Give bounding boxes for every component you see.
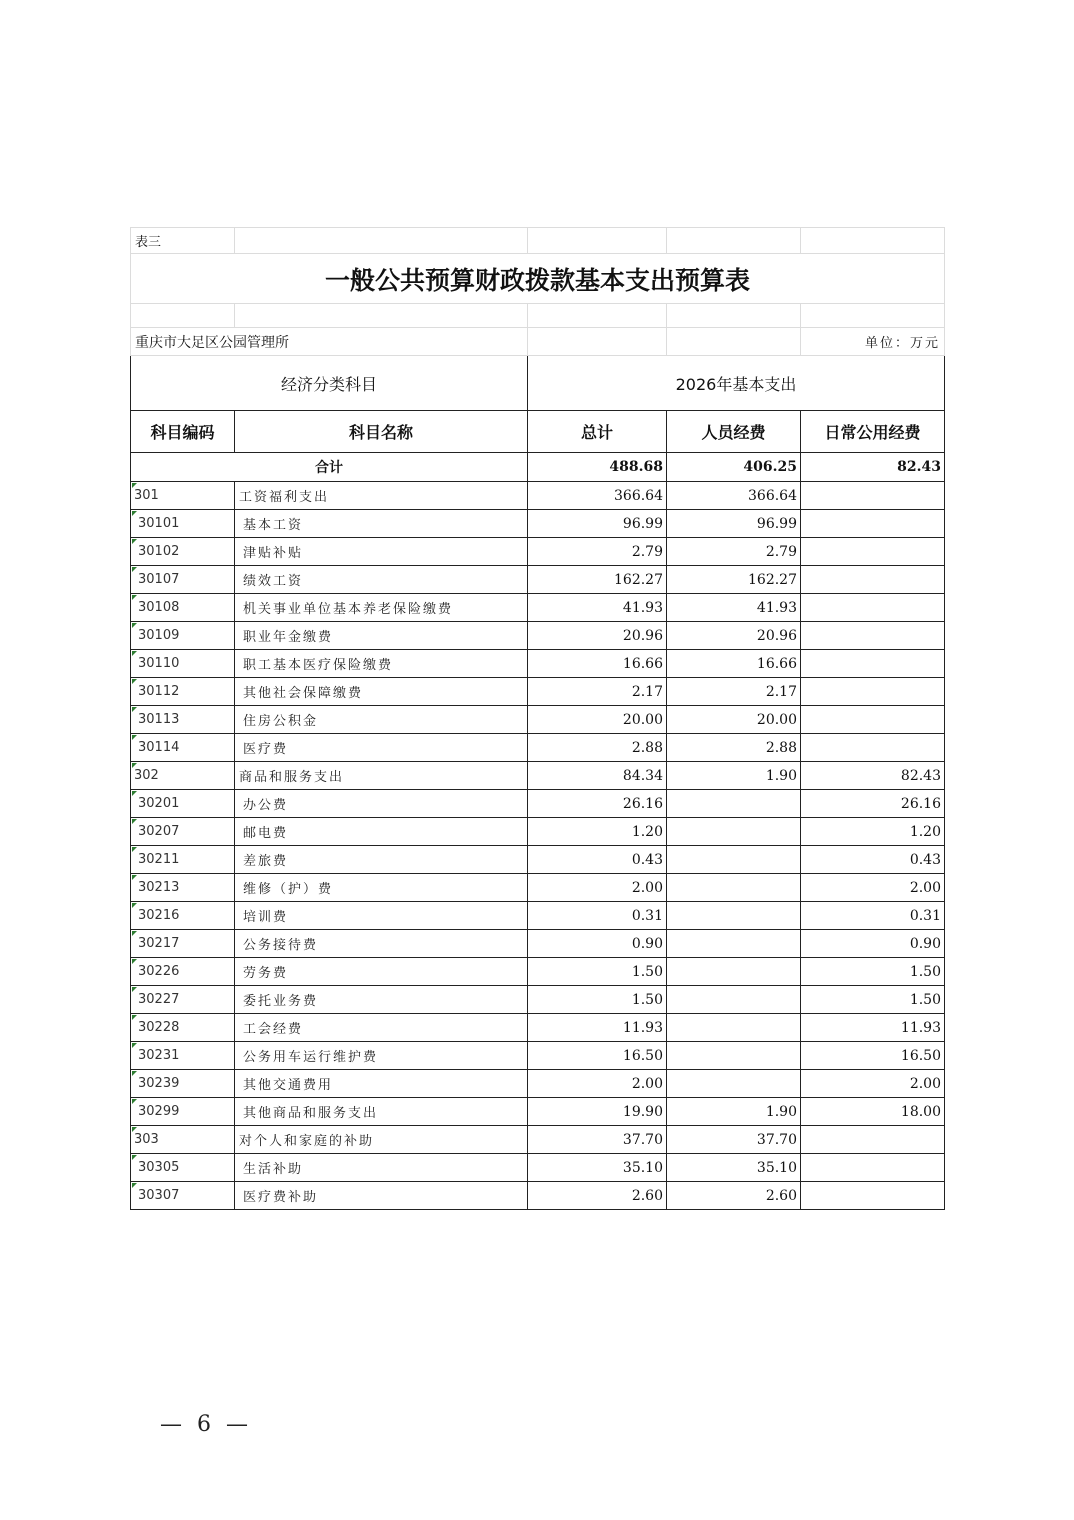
header-row xyxy=(131,411,945,453)
row-total: 1.50 xyxy=(528,986,667,1014)
header-code: 科目编码 xyxy=(131,411,235,453)
row-name: 津贴补贴 xyxy=(235,538,528,566)
row-public xyxy=(801,594,945,622)
table-row xyxy=(131,1098,945,1126)
row-name: 住房公积金 xyxy=(235,706,528,734)
row-personnel xyxy=(667,986,801,1014)
row-code: 30101 xyxy=(131,510,235,538)
row-public xyxy=(801,1126,945,1154)
row-total: 2.79 xyxy=(528,538,667,566)
row-total: 2.00 xyxy=(528,874,667,902)
row-total: 41.93 xyxy=(528,594,667,622)
row-personnel: 16.66 xyxy=(667,650,801,678)
row-code: 30217 xyxy=(131,930,235,958)
row-name: 医疗费 xyxy=(235,734,528,762)
row-code: 30216 xyxy=(131,902,235,930)
row-name: 生活补助 xyxy=(235,1154,528,1182)
row-personnel: 2.79 xyxy=(667,538,801,566)
row-code: 30305 xyxy=(131,1154,235,1182)
row-name: 对个人和家庭的补助 xyxy=(235,1126,528,1154)
row-total: 20.96 xyxy=(528,622,667,650)
row-total: 19.90 xyxy=(528,1098,667,1126)
row-total: 96.99 xyxy=(528,510,667,538)
row-public: 0.31 xyxy=(801,902,945,930)
row-personnel xyxy=(667,902,801,930)
table-row xyxy=(131,1126,945,1154)
row-personnel: 162.27 xyxy=(667,566,801,594)
org-row xyxy=(131,328,945,356)
row-public xyxy=(801,650,945,678)
row-name: 其他社会保障缴费 xyxy=(235,678,528,706)
row-total: 16.50 xyxy=(528,1042,667,1070)
row-code: 30201 xyxy=(131,790,235,818)
table-row xyxy=(131,706,945,734)
row-code: 30109 xyxy=(131,622,235,650)
table-row xyxy=(131,650,945,678)
row-total: 0.90 xyxy=(528,930,667,958)
row-name: 医疗费补助 xyxy=(235,1182,528,1210)
row-name: 工资福利支出 xyxy=(235,482,528,510)
table-row xyxy=(131,734,945,762)
total-public: 82.43 xyxy=(801,453,945,482)
row-public xyxy=(801,734,945,762)
row-public xyxy=(801,482,945,510)
row-public xyxy=(801,1154,945,1182)
row-code: 303 xyxy=(131,1126,235,1154)
header-public: 日常公用经费 xyxy=(801,411,945,453)
header-year-group: 2026年基本支出 xyxy=(528,356,945,411)
row-name: 机关事业单位基本养老保险缴费 xyxy=(235,594,528,622)
page-title: 一般公共预算财政拨款基本支出预算表 xyxy=(131,254,945,304)
row-public: 2.00 xyxy=(801,874,945,902)
row-name: 邮电费 xyxy=(235,818,528,846)
row-code: 30231 xyxy=(131,1042,235,1070)
row-code: 30207 xyxy=(131,818,235,846)
row-public: 1.50 xyxy=(801,986,945,1014)
row-code: 30114 xyxy=(131,734,235,762)
table-row xyxy=(131,566,945,594)
row-name: 其他商品和服务支出 xyxy=(235,1098,528,1126)
row-name: 工会经费 xyxy=(235,1014,528,1042)
row-personnel xyxy=(667,930,801,958)
row-personnel: 20.00 xyxy=(667,706,801,734)
row-name: 职工基本医疗保险缴费 xyxy=(235,650,528,678)
row-code: 30113 xyxy=(131,706,235,734)
row-name: 差旅费 xyxy=(235,846,528,874)
row-public: 18.00 xyxy=(801,1098,945,1126)
table-row xyxy=(131,930,945,958)
table-label: 表三 xyxy=(131,228,235,254)
row-name: 绩效工资 xyxy=(235,566,528,594)
table-row xyxy=(131,678,945,706)
row-total: 162.27 xyxy=(528,566,667,594)
row-code: 301 xyxy=(131,482,235,510)
row-code: 30102 xyxy=(131,538,235,566)
row-public: 26.16 xyxy=(801,790,945,818)
row-total: 0.31 xyxy=(528,902,667,930)
row-name: 其他交通费用 xyxy=(235,1070,528,1098)
row-total: 37.70 xyxy=(528,1126,667,1154)
row-public: 11.93 xyxy=(801,1014,945,1042)
row-personnel: 2.17 xyxy=(667,678,801,706)
table-row xyxy=(131,622,945,650)
row-personnel: 366.64 xyxy=(667,482,801,510)
row-personnel xyxy=(667,958,801,986)
header-category: 经济分类科目 xyxy=(131,356,528,411)
table-row xyxy=(131,1154,945,1182)
table-row xyxy=(131,790,945,818)
table-row xyxy=(131,594,945,622)
table-label-row xyxy=(131,228,945,254)
table-row xyxy=(131,510,945,538)
row-code: 30239 xyxy=(131,1070,235,1098)
row-total: 366.64 xyxy=(528,482,667,510)
header-group-row xyxy=(131,356,945,411)
row-name: 劳务费 xyxy=(235,958,528,986)
row-public xyxy=(801,538,945,566)
row-personnel: 96.99 xyxy=(667,510,801,538)
row-personnel xyxy=(667,1070,801,1098)
row-personnel: 37.70 xyxy=(667,1126,801,1154)
row-name: 委托业务费 xyxy=(235,986,528,1014)
table-row xyxy=(131,538,945,566)
row-public: 0.43 xyxy=(801,846,945,874)
row-personnel xyxy=(667,1042,801,1070)
row-personnel xyxy=(667,874,801,902)
row-personnel xyxy=(667,790,801,818)
row-code: 30307 xyxy=(131,1182,235,1210)
row-public: 16.50 xyxy=(801,1042,945,1070)
table-row xyxy=(131,846,945,874)
row-public xyxy=(801,1182,945,1210)
row-personnel xyxy=(667,1014,801,1042)
row-name: 商品和服务支出 xyxy=(235,762,528,790)
total-row xyxy=(131,453,945,482)
budget-table xyxy=(130,227,945,1210)
row-personnel: 2.88 xyxy=(667,734,801,762)
row-personnel xyxy=(667,818,801,846)
row-code: 30107 xyxy=(131,566,235,594)
row-personnel: 41.93 xyxy=(667,594,801,622)
header-name: 科目名称 xyxy=(235,411,528,453)
row-total: 20.00 xyxy=(528,706,667,734)
row-public: 0.90 xyxy=(801,930,945,958)
row-personnel: 1.90 xyxy=(667,762,801,790)
header-personnel: 人员经费 xyxy=(667,411,801,453)
row-total: 35.10 xyxy=(528,1154,667,1182)
row-total: 11.93 xyxy=(528,1014,667,1042)
table-row xyxy=(131,958,945,986)
row-personnel xyxy=(667,846,801,874)
row-name: 公务接待费 xyxy=(235,930,528,958)
header-total: 总计 xyxy=(528,411,667,453)
row-personnel: 1.90 xyxy=(667,1098,801,1126)
row-total: 26.16 xyxy=(528,790,667,818)
page-number: — 6 — xyxy=(160,1412,252,1437)
row-public: 1.50 xyxy=(801,958,945,986)
row-total: 2.60 xyxy=(528,1182,667,1210)
row-name: 职业年金缴费 xyxy=(235,622,528,650)
row-code: 30227 xyxy=(131,986,235,1014)
total-total: 488.68 xyxy=(528,453,667,482)
table-row xyxy=(131,1070,945,1098)
row-public xyxy=(801,678,945,706)
org-name: 重庆市大足区公园管理所 xyxy=(131,328,528,356)
row-total: 2.17 xyxy=(528,678,667,706)
row-name: 办公费 xyxy=(235,790,528,818)
row-public xyxy=(801,510,945,538)
table-row xyxy=(131,1182,945,1210)
row-total: 1.20 xyxy=(528,818,667,846)
row-total: 16.66 xyxy=(528,650,667,678)
row-total: 2.00 xyxy=(528,1070,667,1098)
row-total: 84.34 xyxy=(528,762,667,790)
row-total: 0.43 xyxy=(528,846,667,874)
row-public xyxy=(801,566,945,594)
row-code: 30213 xyxy=(131,874,235,902)
table-row xyxy=(131,1014,945,1042)
table-row xyxy=(131,1042,945,1070)
row-total: 1.50 xyxy=(528,958,667,986)
table-row xyxy=(131,818,945,846)
row-code: 30110 xyxy=(131,650,235,678)
row-public: 2.00 xyxy=(801,1070,945,1098)
row-code: 302 xyxy=(131,762,235,790)
row-public xyxy=(801,706,945,734)
table-row xyxy=(131,874,945,902)
row-code: 30228 xyxy=(131,1014,235,1042)
row-public: 82.43 xyxy=(801,762,945,790)
total-personnel: 406.25 xyxy=(667,453,801,482)
table-row xyxy=(131,986,945,1014)
table-row xyxy=(131,902,945,930)
table-row xyxy=(131,482,945,510)
total-label: 合计 xyxy=(131,453,528,482)
row-personnel: 35.10 xyxy=(667,1154,801,1182)
row-name: 公务用车运行维护费 xyxy=(235,1042,528,1070)
unit-label: 单位：万元 xyxy=(801,328,945,356)
row-personnel: 20.96 xyxy=(667,622,801,650)
row-code: 30108 xyxy=(131,594,235,622)
row-name: 维修（护）费 xyxy=(235,874,528,902)
row-public xyxy=(801,622,945,650)
title-row xyxy=(131,254,945,304)
row-code: 30299 xyxy=(131,1098,235,1126)
row-public: 1.20 xyxy=(801,818,945,846)
row-name: 培训费 xyxy=(235,902,528,930)
row-code: 30226 xyxy=(131,958,235,986)
row-total: 2.88 xyxy=(528,734,667,762)
row-code: 30211 xyxy=(131,846,235,874)
row-name: 基本工资 xyxy=(235,510,528,538)
spacer-row xyxy=(131,304,945,328)
row-personnel: 2.60 xyxy=(667,1182,801,1210)
table-row xyxy=(131,762,945,790)
row-code: 30112 xyxy=(131,678,235,706)
